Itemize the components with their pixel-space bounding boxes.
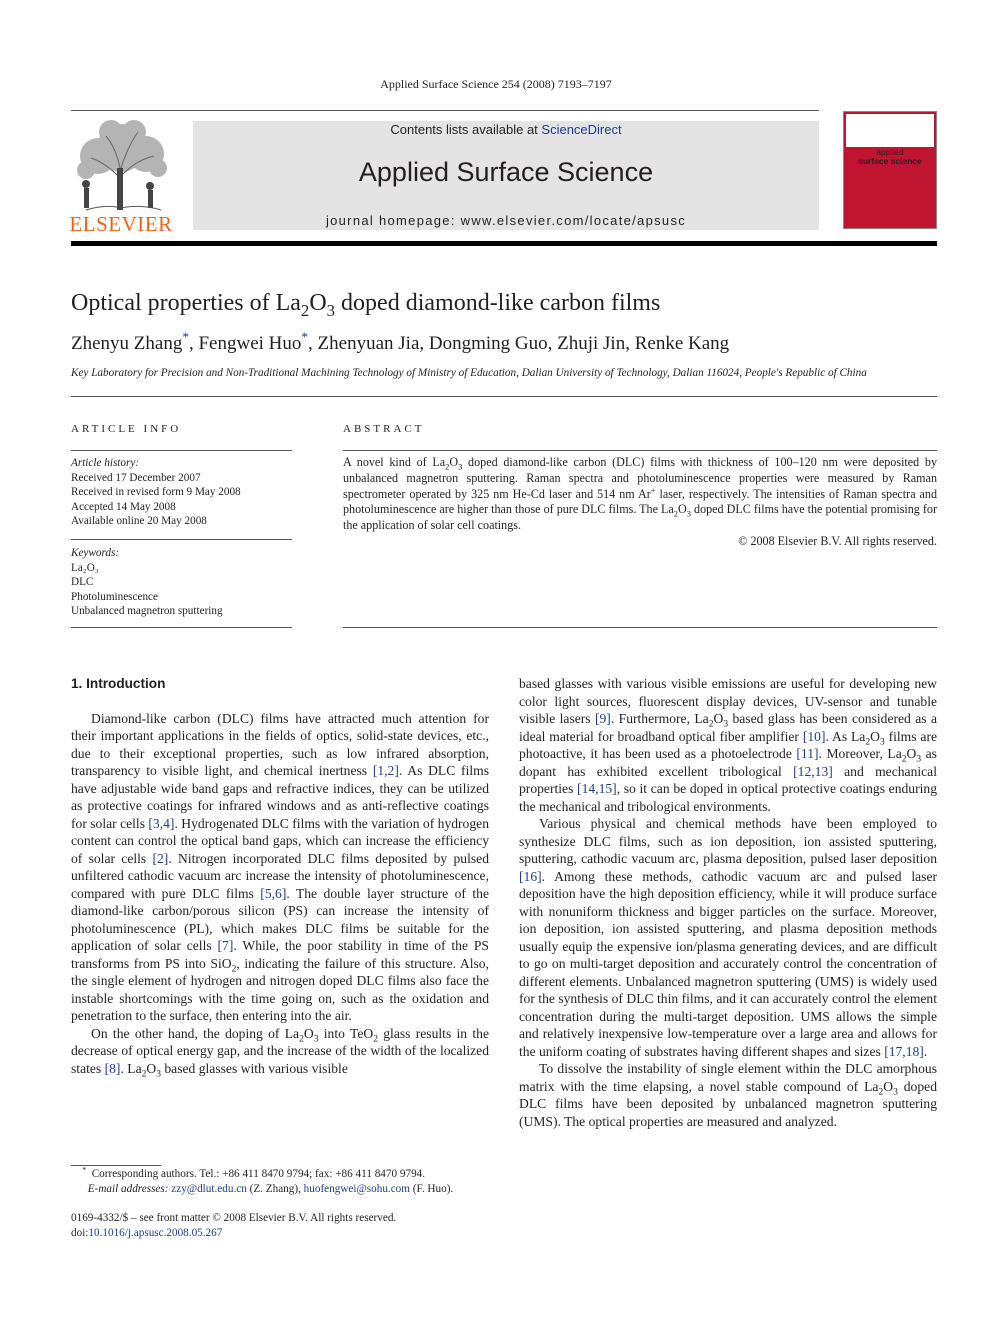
paragraph: Various physical and chemical methods have been employed to synthesize DLC films, such as ion deposition, ion assisted sputtering, sputtering, cathodic vacuum arc, plasma deposition, pulsed laser deposition [16]. Among these methods, cathodic vacuum arc and pulsed laser deposition have the high deposition efficiency, while it will produce surface with nonuniform thickness and bigger particles on the surface. Moreover, ion deposition, ion assisted sputtering, and plasma deposition methods usually equip the expensive ion/plasma generating devices, and are difficult to go on multi-target deposition and accurately control the concentration of different elements. Unbalanced magnetron sputtering (UMS) is widely used for the synthesis of DLC thin films, and it can accurately control the element concentration during the multi-target deposition. UMS allows the simple and relatively inexpensive low-temperature over a large area and allows for the uniform coating of substrates having different shapes and sizes [17,18]. (519, 816, 937, 1059)
keyword: Photoluminescence (71, 590, 158, 603)
body-column-left (71, 675, 490, 1080)
citation-link[interactable]: [5,6] (260, 885, 287, 901)
divider (71, 396, 937, 397)
paragraph: To dissolve the instability of single element within the DLC amorphous matrix with the time elapsing, a novel stable compound of $La_2O_3$ doped DLC films have been deposited by unbalanced magnetron sputtering (UMS). The optical properties are measured and analyzed. (519, 1061, 937, 1129)
paragraph: based glasses with various visible emissions are useful for developing new color light sources, fluorescent display devices, UV-sensor and tunable visible lasers [9]. Furthermore, $La_2O_3$ based glass has been considered as a ideal material for broadband optical fiber amplifier [10]. As $La_2O_3$ films are photoactive, it has been used as a photoelectrode [11]. Moreover, $La_2O_3$ as dopant has exhibited excellent tribological [12,13] and mechanical properties [14,15], so it can be doped in optical protective coatings enduring the mechanical and tribological environments. (519, 676, 938, 814)
cover-title (846, 148, 934, 166)
contents-line (193, 122, 819, 137)
email-link[interactable]: zzy@dlut.edu.cn (171, 1183, 247, 1195)
history-item: Received in revised form 9 May 2008 (71, 486, 241, 498)
citation-link[interactable]: [14,15] (577, 781, 617, 796)
journal-citation: Applied Surface Science 254 (2008) 7193–7197 (380, 77, 612, 91)
divider (71, 627, 292, 628)
header-thick-rule (71, 241, 937, 246)
keyword: La₂O₃ (71, 561, 99, 574)
author: Dongming Guo (428, 333, 548, 354)
issn-line: 0169-4332/$ – see front matter © 2008 Elsevier B.V. All rights reserved. (71, 1212, 397, 1224)
affiliation: Key Laboratory for Precision and Non-Traditional Machining Technology of Ministry of Education, Dalian University of Technology, Dalian 116024, People's Republic of China (71, 367, 867, 379)
elsevier-wordmark: ELSEVIER (69, 212, 173, 236)
author: Fengwei Huo (198, 333, 302, 354)
article-title: Optical properties of $La_2O_3$ doped diamond-like carbon films (71, 290, 661, 320)
paragraph: On the other hand, the doping of $La_2O_3$ into TeO$_2$ glass results in the decrease of optical energy gap, and the increase of the width of the localized states [8]. $La_2O_3$ based glasses with various visible (71, 1025, 490, 1080)
citation-link[interactable]: [11] (796, 746, 819, 761)
citation-link[interactable]: [3,4] (148, 815, 175, 831)
journal-homepage[interactable]: journal homepage: www.elsevier.com/locate/apsusc (325, 213, 687, 228)
keyword: DLC (71, 576, 94, 588)
divider (343, 627, 937, 628)
email-link[interactable]: huofengwei@sohu.com (303, 1183, 410, 1195)
footnote: * Corresponding authors. Tel.: +86 411 8470 9794; fax: +86 411 8470 9794. E-mail addresses: zzy@dlut.edu.cn (Z. Zhang), huofengwei@sohu.com (F. Huo). (82, 1165, 454, 1195)
keywords (71, 546, 223, 619)
journal-title: Applied Surface Science (358, 157, 654, 187)
author-list: Zhenyu Zhang*, Fengwei Huo*, Zhenyuan Jia, Dongming Guo, Zhuji Jin, Renke Kang (71, 329, 730, 354)
citation-link[interactable]: [12,13] (793, 763, 833, 779)
abstract-heading: ABSTRACT (343, 423, 425, 435)
citation-link[interactable]: [2] (152, 850, 169, 866)
author: Zhenyu Zhang (71, 333, 183, 354)
citation-link[interactable]: [16] (519, 868, 542, 884)
section-heading: 1. Introduction (71, 676, 166, 691)
paragraph-continued: based glasses with various visible (160, 1060, 348, 1076)
bottom-info: 0169-4332/$ – see front matter © 2008 Elsevier B.V. All rights reserved. doi:10.1016/j.apsusc.2008.05.267 (71, 1212, 397, 1239)
doi-link[interactable]: 10.1016/j.apsusc.2008.05.267 (88, 1227, 223, 1239)
corresponding-mark[interactable]: * (301, 329, 309, 345)
cover-title-line2: surface science (858, 156, 922, 166)
elsevier-tree-icon (66, 118, 176, 212)
contents-prefix: Contents lists available at (390, 122, 542, 137)
corresponding-mark[interactable]: * (182, 329, 189, 345)
abstract-text: A novel kind of $La_2O_3$ doped diamond-like carbon (DLC) films with thickness of 100–120 nm were deposited by unbalanced magnetron sputtering. Raman spectra and photoluminescence properties were measured by Raman spectrometer operated by 325 nm He-Cd laser and 514 nm Ar+ laser, respectively. The intensities of Raman spectra and photoluminescence are higher than those of pure DLC films. The $La_2O_3$ doped DLC films have the potential promising for the application of solar cell coatings. © 2008 Elsevier B.V. All rights reserved. (343, 455, 938, 548)
journal-banner (193, 121, 819, 230)
footnote-mark: * (82, 1165, 87, 1175)
divider (343, 450, 937, 451)
cover-top-panel (846, 114, 934, 166)
history-item: Accepted 14 May 2008 (71, 500, 176, 513)
copyright: © 2008 Elsevier B.V. All rights reserved. (738, 533, 937, 548)
journal-cover[interactable] (843, 111, 937, 229)
article-history (71, 456, 241, 529)
author: Zhenyuan Jia (317, 333, 420, 354)
citation-link[interactable]: [7] (217, 938, 234, 953)
history-item: Received 17 December 2007 (71, 471, 201, 484)
header-divider (71, 110, 819, 111)
history-label: Article history: (71, 457, 140, 469)
keyword: Unbalanced magnetron sputtering (71, 605, 223, 617)
citation-link[interactable]: [17,18] (884, 1043, 924, 1059)
author: Renke Kang (634, 333, 730, 354)
citation-link[interactable]: [10] (802, 728, 826, 744)
citation-link[interactable]: [8] (104, 1060, 121, 1076)
history-item: Available online 20 May 2008 (71, 515, 207, 527)
citation-link[interactable]: [1,2] (372, 763, 399, 778)
elsevier-logo[interactable] (66, 118, 176, 236)
keywords-label: Keywords: (71, 547, 120, 559)
divider (71, 539, 292, 540)
paragraph: Diamond-like carbon (DLC) films have attracted much attention for their important applications in the fields of optics, solid-state devices, etc., due to their exceptional properties, such as low infrared absorption, transparency to visible light, and chemical inertness [1,2]. As DLC films have adjustable wide band gaps and refractive indices, they can be utilized as protective coatings for infrared windows and as anti-reflective coatings for solar cells [3,4]. Hydrogenated DLC films with the variation of hydrogen content can control the optical band gaps, which can increase the efficiency of solar cells [2]. Nitrogen incorporated DLC films deposited by pulsed unfiltered cathodic vacuum arc increase the intensity of photoluminescence, compared with pure DLC films [5,6]. The double layer structure of the diamond-like carbon/porous silicon (PS) can increase the intensity of photoluminescence (PL), which makes DLC films be suitable for the application of solar cells [7]. While, the poor stability in time of the PS transforms from PS into SiO$_2$, indicating the failure of this structure. Also, the single element of hydrogen and nitrogen doped DLC films also face the instable shortcomings with the time going on, such as the oxidation and penetration to the surface, then entering into the air. (71, 710, 489, 1023)
divider (71, 450, 292, 451)
cover-title-line1: applied (876, 147, 904, 157)
author: Zhuji Jin (557, 333, 626, 354)
citation-link[interactable]: [9] (594, 711, 611, 726)
sciencedirect-link[interactable]: ScienceDirect (541, 122, 622, 137)
body-column-right (519, 675, 937, 1130)
article-info-heading: ARTICLE INFO (71, 423, 182, 435)
